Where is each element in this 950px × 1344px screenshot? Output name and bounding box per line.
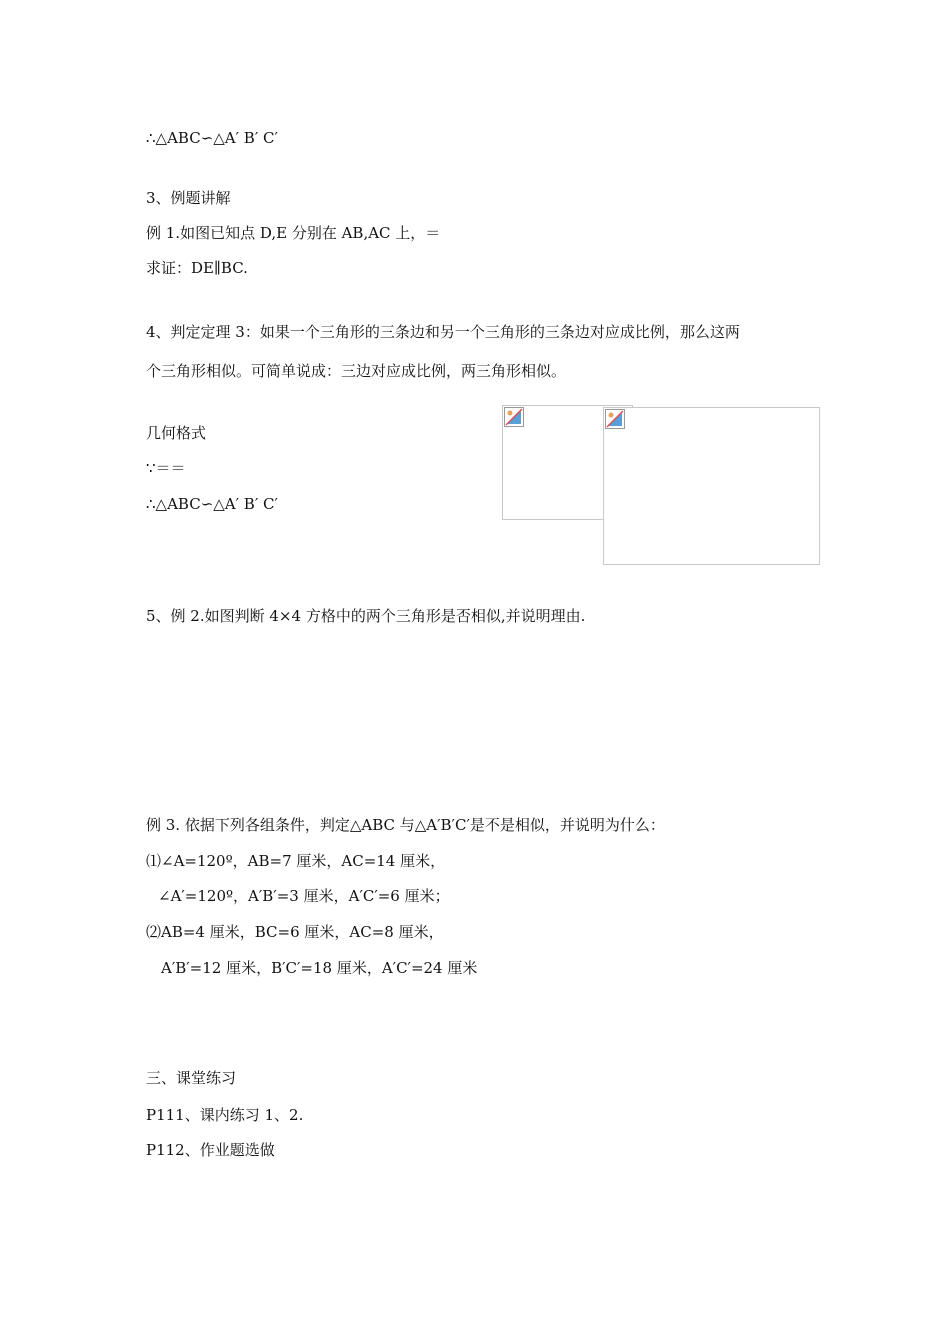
because-line: ∵＝＝	[146, 459, 186, 477]
example-2-statement: 5、例 2.如图判断 4×4 方格中的两个三角形是否相似,并说明理由.	[146, 607, 586, 625]
broken-image-icon	[504, 407, 524, 427]
condition-2-line-2: A′B′=12 厘米，B′C′=18 厘米，A′C′=24 厘米	[161, 959, 478, 977]
condition-2-line-1: ⑵AB=4 厘米，BC=6 厘米，AC=8 厘米，	[146, 923, 444, 941]
condition-1-line-1: ⑴∠A=120º，AB=7 厘米，AC=14 厘米，	[146, 852, 446, 870]
broken-image-icon	[605, 409, 625, 429]
theorem-3-line-2: 个三角形相似。可简单说成：三边对应成比例，两三角形相似。	[146, 362, 567, 380]
theorem-3-line-1: 4、判定定理 3：如果一个三角形的三条边和另一个三角形的三条边对应成比例，那么这两	[146, 323, 740, 341]
section-3-heading: 3、例题讲解	[146, 189, 231, 207]
practice-item-2: P112、作业题选做	[146, 1141, 275, 1159]
therefore-line: ∴△ABC∽△A′ B′ C′	[146, 495, 278, 513]
practice-heading: 三、课堂练习	[146, 1069, 237, 1087]
geometry-format-heading: 几何格式	[146, 424, 207, 442]
example-1-prove: 求证：DE∥BC.	[146, 259, 248, 277]
figure-image-2	[603, 407, 820, 565]
example-1-statement: 例 1.如图已知点 D,E 分别在 AB,AC 上，＝	[146, 224, 441, 242]
conclusion-line-1: ∴△ABC∽△A′ B′ C′	[146, 129, 278, 147]
condition-1-line-2: ∠A′=120º，A′B′=3 厘米，A′C′=6 厘米；	[158, 887, 450, 905]
practice-item-1: P111、课内练习 1、2.	[146, 1106, 304, 1124]
example-3-statement: 例 3. 依据下列各组条件，判定△ABC 与△A′B′C′是不是相似，并说明为什么：	[146, 816, 665, 834]
